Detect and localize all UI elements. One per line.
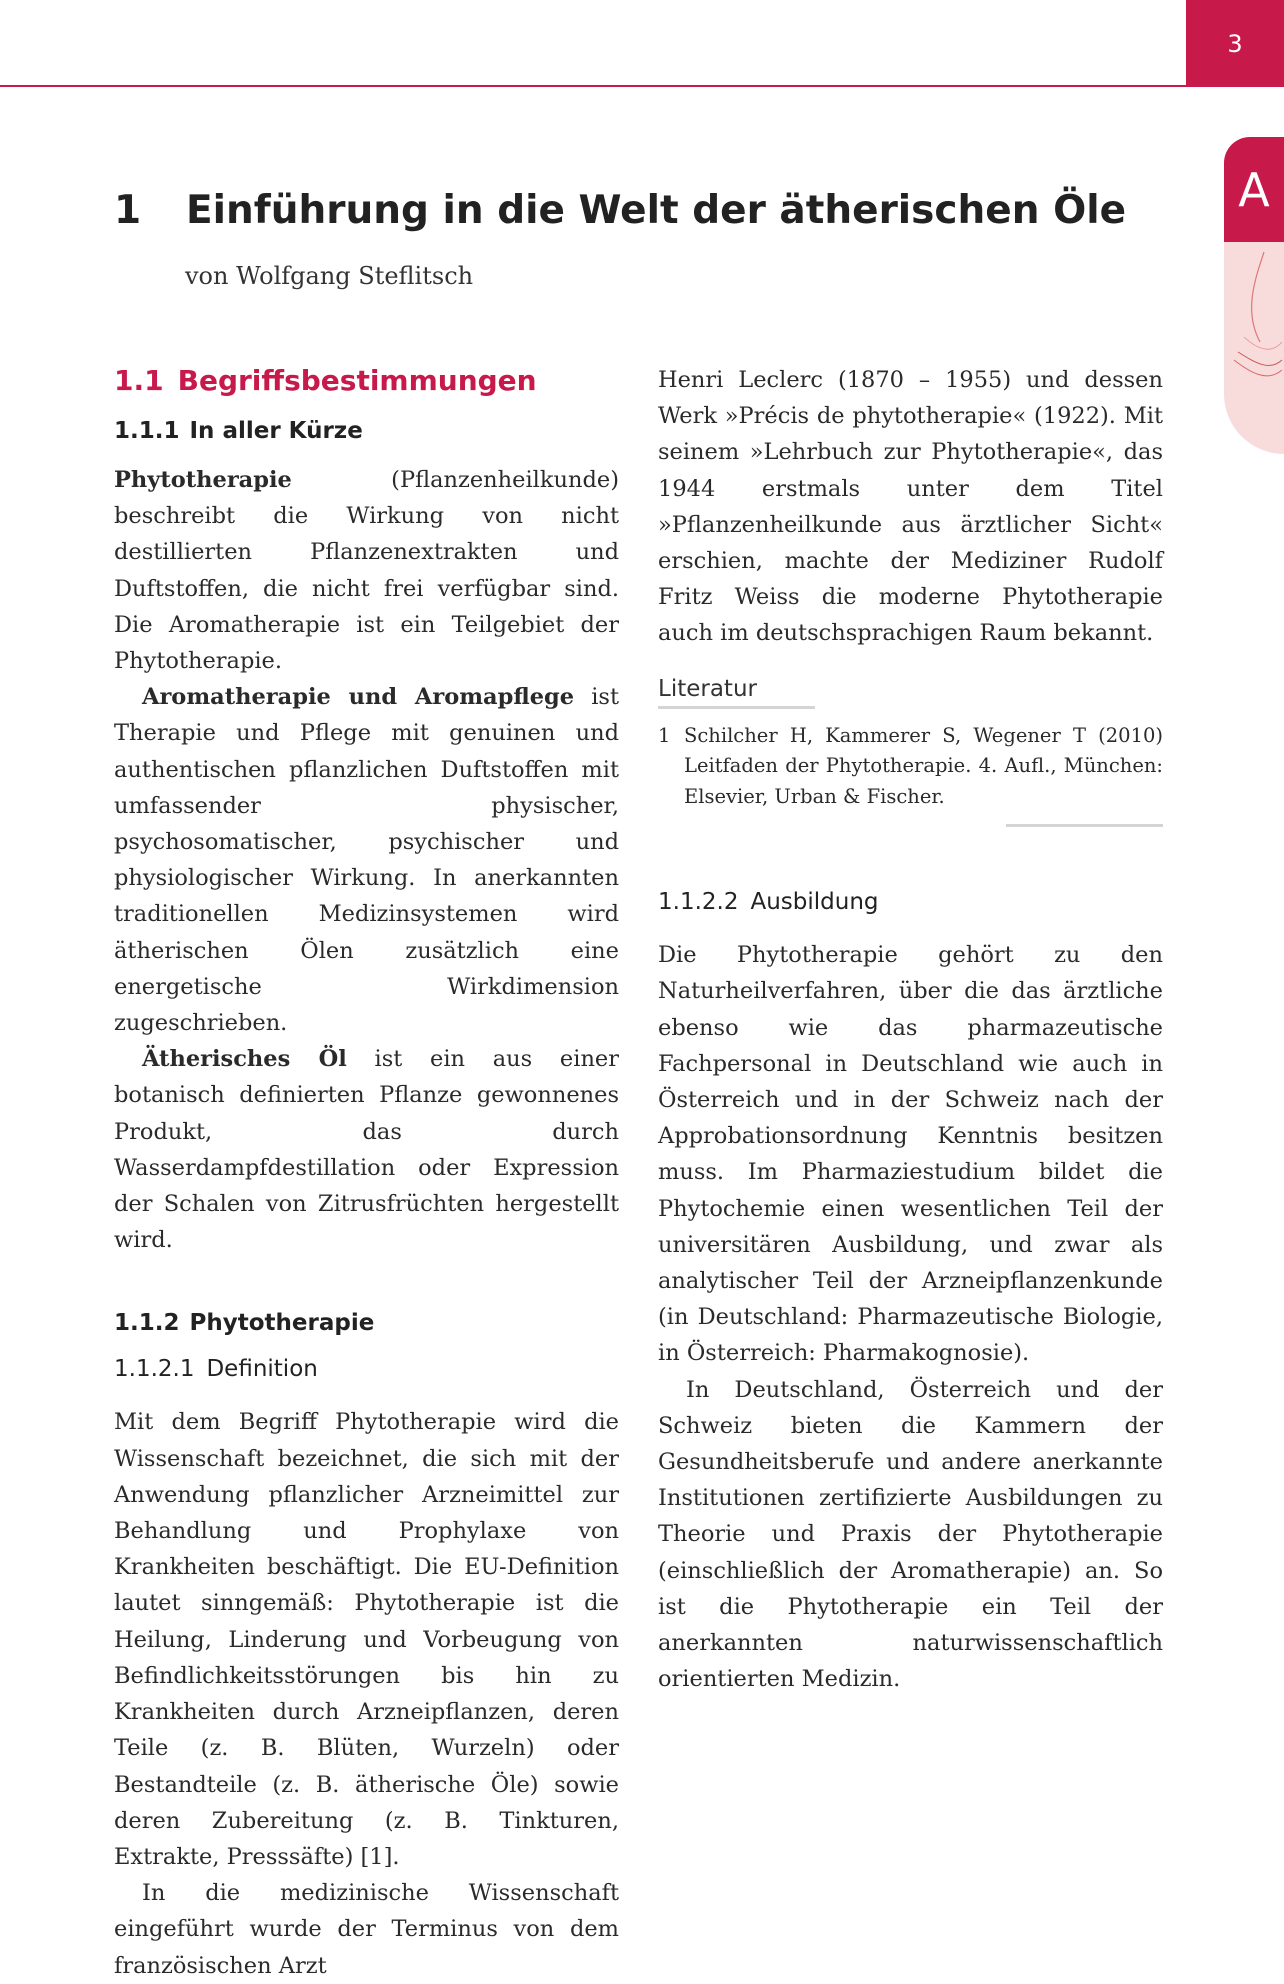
section-heading-1-1-1: 1.1.1 In aller Kürze [114,418,363,444]
chapter-title: Einführung in die Welt der ätherischen Öle [186,188,1127,233]
paragraph-leclerc-start: In die medizinische Wissenschaft eingeführt wurde der Terminus von dem französischen Arzt [114,1880,619,1979]
section-heading-1-1: 1.1 Begriffsbestimmungen [114,364,537,397]
left-column [114,362,619,1984]
chapter-number: 1 [114,188,142,233]
literature-heading: Literatur [658,676,815,709]
header-rule [0,85,1186,87]
paragraph-aromatherapie: Aromatherapie und Aromapflege ist Therapie und Pflege mit genuinen und authentischen pflanzlichen Duftstoffen mit umfassender physischer, psychosomatischer, psychischer und physiologischer Wirkung. In anerkannten traditionellen Medizinsystemen wird ätherischen Ölen zusätzlich eine energetische Wirkdimension zugeschrieben. [114,684,620,1037]
paragraph-phytotherapie: Phytotherapie (Pflanzenheilkunde) beschreibt die Wirkung von nicht destillierten Pflanzenextrakten und Duftstoffen, die nicht frei verfügbar sind. Die Aromatherapie ist ein Teilgebiet der Phytotherapie. [114,467,619,675]
section-heading-1-1-2-1: 1.1.2.1 Definition [114,1356,318,1383]
paragraph-definition: Mit dem Begriff Phytotherapie wird die Wissenschaft bezeichnet, die sich mit der Anwendung pflanzlicher Arzneimittel zur Behandlung und Prophylaxe von Krankheiten beschäftigt. Die EU-Definition lautet sinngemäß: Phytotherapie ist die Heilung, Linderung und Vorbeugung von Befindlichkeitsstörungen bis hin zu Krankheiten durch Arzneipflanzen, deren Teile (z. B. Blüten, Wurzeln) oder Bestandteile (z. B. ätherische Öle) sowie deren Zubereitung (z. B. Tinkturen, Extrakte, Presssäfte) [1]. [114,1409,619,1870]
reference-item: 1 Schilcher H, Kammerer S, Wegener T (2010) Leitfaden der Phytotherapie. 4. Aufl., München: Elsevier, Urban & Fischer. [658,723,1163,808]
right-column [658,362,1163,1697]
chapter-author: von Wolfgang Steflitsch [185,262,474,290]
paragraph-aetherisches-oel: Ätherisches Öl ist ein aus einer botanisch definierten Pflanze gewonnenes Produkt, das durch Wasserdampfdestillation oder Expression der Schalen von Zitrusfrüchten hergestellt wird. [114,1046,620,1254]
section-heading-1-1-2-2: 1.1.2.2 Ausbildung [658,889,879,916]
paragraph-ausbildung: Die Phytotherapie gehört zu den Naturheilverfahren, über die das ärztliche ebenso wie das pharmazeutische Fachpersonal in Deutschland wie auch in Österreich und in der Schweiz nach der Approbationsordnung Kenntnis besitzen muss. Im Pharmaziestudium bildet die Phytochemie einen wesentlichen Teil der universitären Ausbildung, und zwar als analytischer Teil der Arzneipflanzenkunde (in Deutschland: Pharmazeutische Biologie, in Österreich: Pharmakognosie). [658,942,1163,1367]
section-heading-1-1-2: 1.1.2 Phytotherapie [114,1310,375,1337]
paragraph-kammern: In Deutschland, Österreich und der Schweiz bieten die Kammern der Gesundheitsberufe und andere anerkannte Institutionen zertifizierte Ausbildungen zu Theorie und Praxis der Phytotherapie (einschließlich der Aromatherapie) an. So ist die Phytotherapie ein Teil der anerkannten naturwissenschaftlich orientierten Medizin. [658,1376,1163,1693]
section-tab: A [1224,137,1284,242]
paragraph-leclerc-continued: Henri Leclerc (1870 – 1955) und dessen Werk »Précis de phytotherapie« (1922). Mit seinem »Lehrbuch zur Phytotherapie«, das 1944 erstmals unter dem Titel »Pflanzenheilkunde aus ärztlicher Sicht« erschien, machte der Mediziner Rudolf Fritz Weiss die moderne Phytotherapie auch im deutschsprachigen Raum bekannt. [658,367,1163,647]
page-number: 3 [1186,0,1284,87]
tab-decoration [1224,242,1284,454]
chapter-heading [114,188,1126,233]
decorative-swirl-icon [1224,242,1284,454]
literature-end-rule [1006,824,1163,827]
